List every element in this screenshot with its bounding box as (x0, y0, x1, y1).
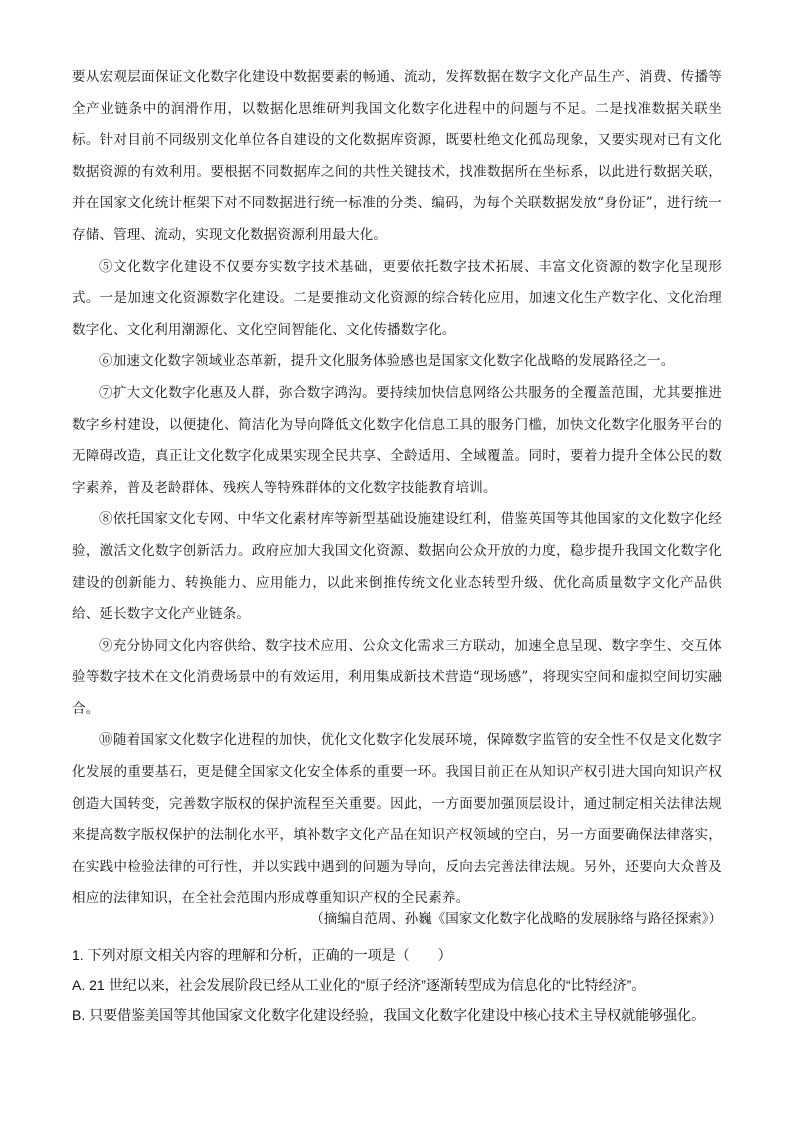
paragraph-10: ⑩随着国家文化数字化进程的加快，优化文化数字化发展环境，保障数字监管的安全性不仅是文化数字化发展的重要基石，更是健全国家文化安全体系的重要一环。我国目前正在从知识产权引进大国向知识产权创造大国转变，完善数字版权的保护流程至关重要。因此，一方面要加强顶层设计，通过制定相关法律法规来提高数字版权保护的法制化水平，填补数字文化产品在知识产权领域的空白，另一方面要确保法律落实，在实践中检验法律的可行性，并以实践中遇到的问题为导向，反向去完善法律法规。另外，还要向大众普及相应的法律知识，在全社会范围内形成尊重知识产权的全民素养。 (72, 732, 722, 907)
question-1-option-a: A. 21 世纪以来，社会发展阶段已经从工业化的“原子经济”逐渐转型成为信息化的“比特经济”。 (72, 977, 646, 993)
paragraph-6: ⑥加速文化数字领域业态革新，提升文化服务体验感也是国家文化数字化战略的发展路径之一。 (99, 353, 675, 370)
paragraph-8: ⑧依托国家文化专网、中华文化素材库等新型基础设施建设红利，借鉴英国等其他国家的文化数字化经验，激活文化数字创新活力。政府应加大我国文化资源、数据向公众开放的力度，稳步提升我国文化数字化建设的创新能力、转换能力、应用能力，以此来倒推传统文化业态转型升级、优化高质量数字文化产品供给、延长数字文化产业链条。 (72, 511, 722, 623)
paragraph-5: ⑤文化数字化建设不仅要夯实数字技术基础，更要依托数字技术拓展、丰富文化资源的数字化呈现形式。一是加速文化资源数字化建设。二是要推动文化资源的综合转化应用，加速文化生产数字化、文化治理数字化、文化利用潮源化、文化空间智能化、文化传播数字化。 (72, 258, 722, 338)
paragraph-7: ⑦扩大文化数字化惠及人群，弥合数字鸿沟。要持续加快信息网络公共服务的全覆盖范围，尤其要推进数字乡村建设，以便捷化、简洁化为导向降低文化数字化信息工具的服务门槛，加快文化数字化服务平台的无障碍改造，真正让文化数字化成果实现全民共享、全龄适用、全域覆盖。同时，要着力提升全体公民的数字素养，普及老龄群体、残疾人等特殊群体的文化数字技能教育培训。 (72, 384, 722, 496)
paragraph-continued: 要从宏观层面保证文化数字化建设中数据要素的畅通、流动，发挥数据在数字文化产品生产、消费、传播等全产业链条中的润滑作用，以数据化思维研判我国文化数字化进程中的问题与不足。二是找准数据关联坐标。针对目前不同级别文化单位各自建设的文化数据库资源，既要杜绝文化孤岛现象，又要实现对已有文化数据资源的有效利用。要根据不同数据库之间的共性关键技术，找准数据所在坐标系，以此进行数据关联，并在国家文化统计框架下对不同数据进行统一标准的分类、编码，为每个关联数据发放“身份证”，进行统一存储、管理、流动，实现文化数据资源利用最大化。 (72, 69, 722, 243)
paragraph-9: ⑨充分协同文化内容供给、数字技术应用、公众文化需求三方联动，加速全息呈现、数字孪生、交互体验等数字技术在文化消费场景中的有效运用，利用集成新技术营造“现场感”，将现实空间和虚拟空间切实融合。 (72, 637, 722, 717)
question-1-option-b: B. 只要借鉴美国等其他国家文化数字化建设经验，我国文化数字化建设中核心技术主导权就能够强化。 (72, 1007, 706, 1023)
source-citation: （摘编自范周、孙巍《国家文化数字化战略的发展脉络与路径探索》） (310, 911, 722, 927)
question-1-stem: 1. 下列对原文相关内容的理解和分析，正确的一项是（ ） (72, 947, 452, 963)
question-block (72, 940, 732, 1030)
reading-passage (72, 62, 722, 915)
